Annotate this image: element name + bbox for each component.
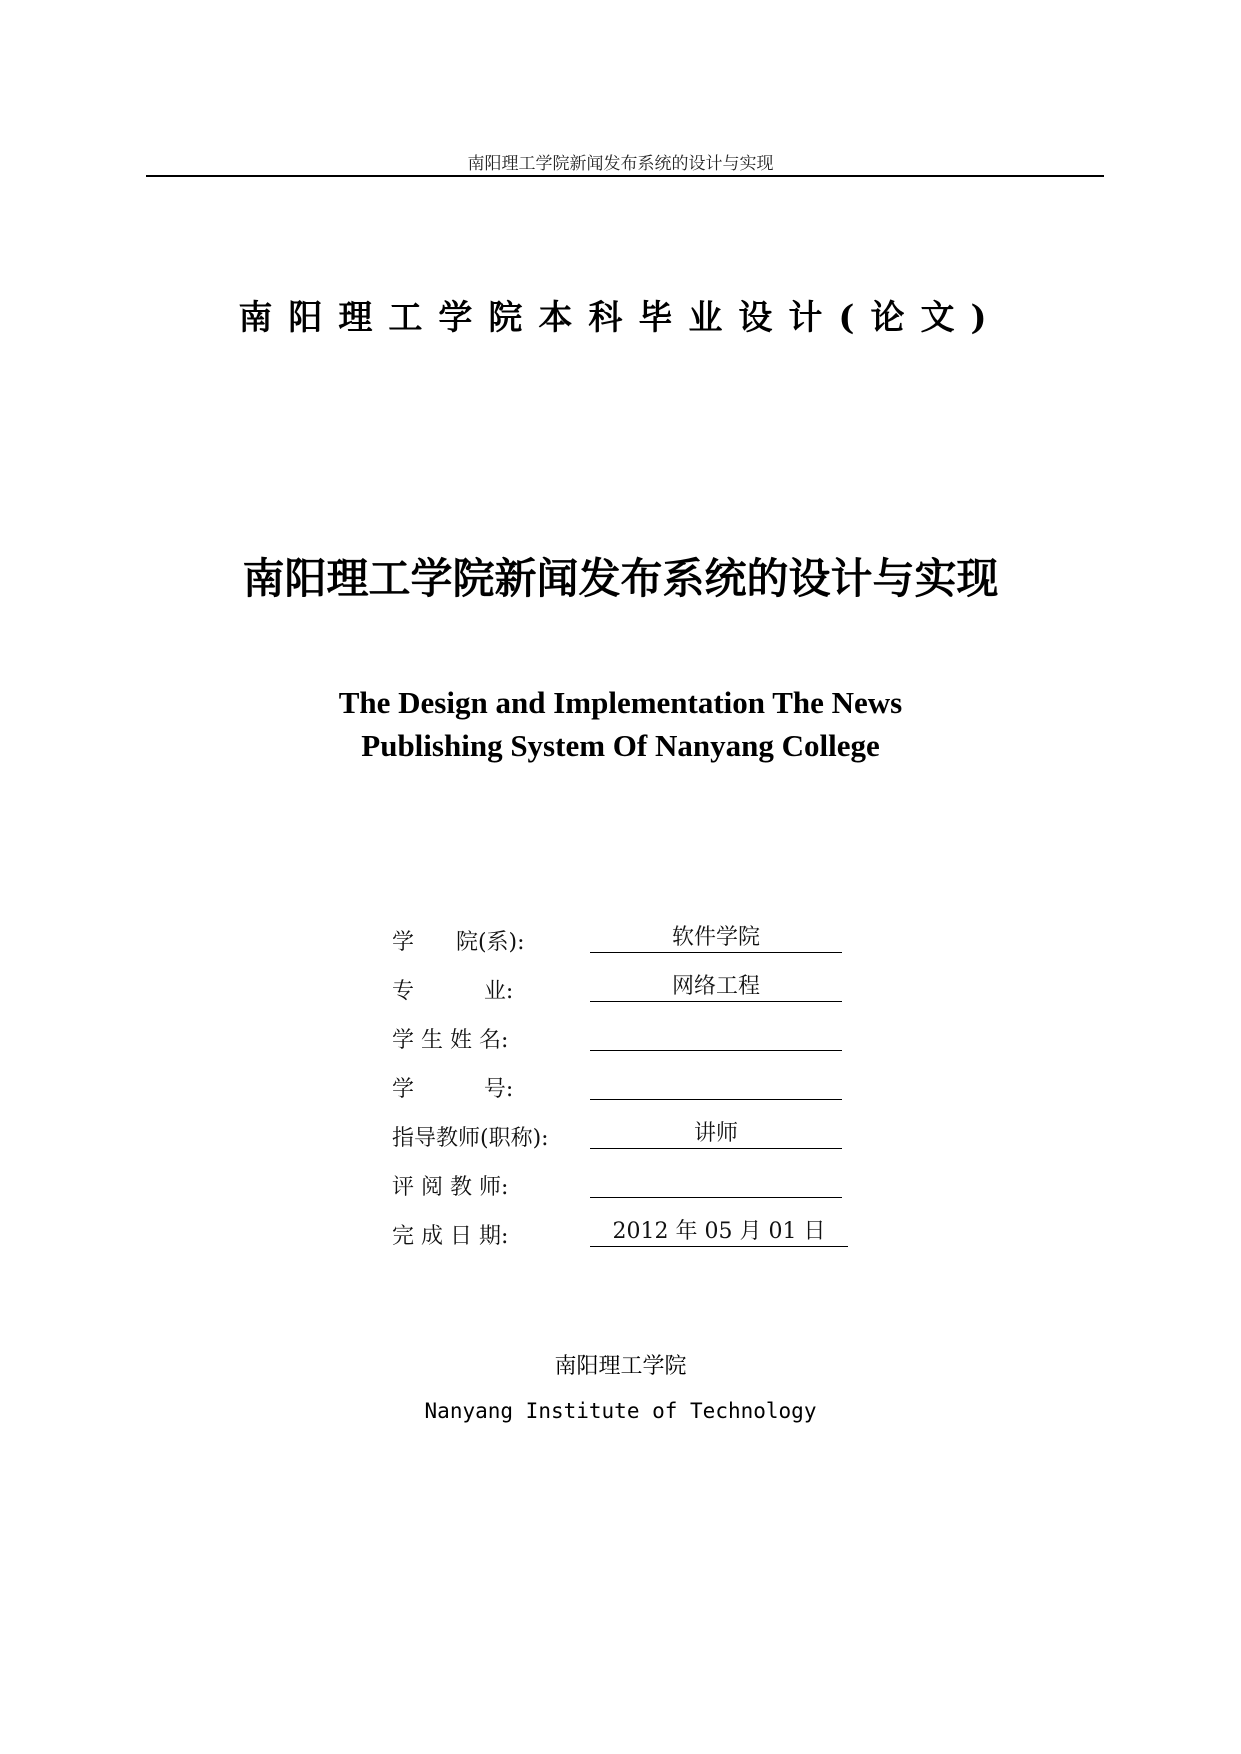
thesis-title-english-line-1: The Design and Implementation The News bbox=[338, 685, 903, 720]
info-label: 学 号: bbox=[392, 1077, 514, 1102]
info-row-advisor bbox=[392, 1114, 852, 1163]
info-row-student-name bbox=[392, 1016, 852, 1065]
student-info-table bbox=[392, 918, 852, 1261]
thesis-title-english bbox=[0, 681, 1241, 767]
info-label: 专 业: bbox=[392, 979, 514, 1004]
thesis-title-chinese: 南阳理工学院新闻发布系统的设计与实现 bbox=[242, 554, 999, 603]
info-label: 学 生 姓 名: bbox=[392, 1028, 509, 1053]
info-value-major: 网络工程 bbox=[590, 973, 842, 1002]
info-label: 完 成 日 期: bbox=[392, 1224, 509, 1249]
running-header: 南阳理工学院新闻发布系统的设计与实现 bbox=[467, 154, 774, 174]
degree-title: 南阳理工学院本科毕业设计(论文) bbox=[238, 298, 1003, 338]
info-row-completion-date bbox=[392, 1212, 852, 1261]
info-value-advisor: 讲师 bbox=[590, 1120, 842, 1149]
info-label: 评 阅 教 师: bbox=[392, 1175, 509, 1200]
thesis-title-english-line-2: Publishing System Of Nanyang College bbox=[361, 728, 880, 763]
info-row-major bbox=[392, 967, 852, 1016]
info-row-student-id bbox=[392, 1065, 852, 1114]
info-label: 指导教师(职称): bbox=[392, 1126, 549, 1151]
info-value-college: 软件学院 bbox=[590, 924, 842, 953]
info-value-student-name bbox=[590, 1022, 842, 1051]
info-row-reviewer bbox=[392, 1163, 852, 1212]
info-value-completion-date: 2012 年 05 月 01 日 bbox=[590, 1218, 848, 1247]
info-row-college bbox=[392, 918, 852, 967]
header-rule bbox=[146, 175, 1104, 177]
info-value-student-id bbox=[590, 1071, 842, 1100]
info-value-reviewer bbox=[590, 1169, 842, 1198]
institution-name-english: Nanyang Institute of Technology bbox=[424, 1399, 817, 1423]
info-label: 学 院(系): bbox=[392, 930, 525, 955]
institution-name-chinese: 南阳理工学院 bbox=[554, 1354, 687, 1379]
